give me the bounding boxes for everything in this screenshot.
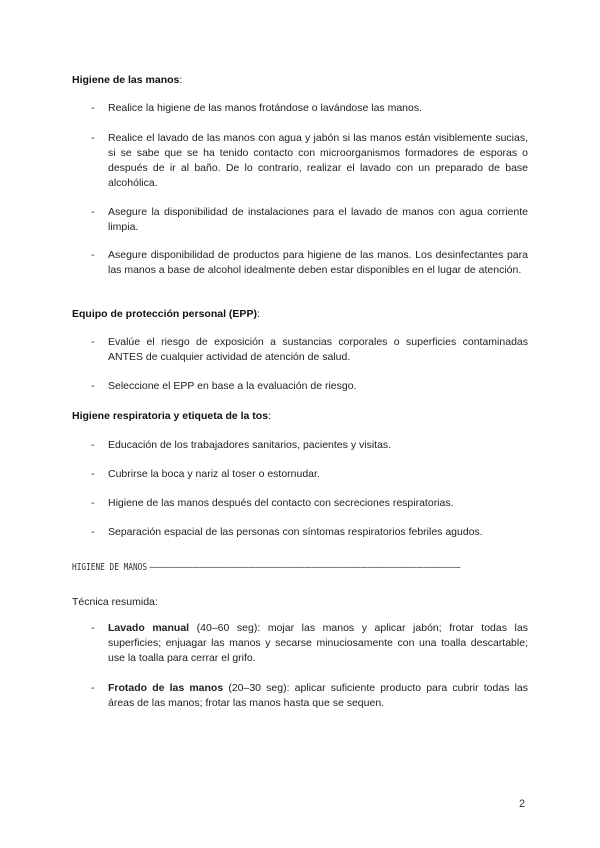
technique-intro: Técnica resumida: [72, 596, 158, 608]
list-item: - Realice el lavado de las manos con agua y jabón si las manos están visiblemente sucias, si se sabe que se ha tenido contacto con microorganismos formadores de esporas o después de ir al baño. De lo contrario, realizar el lavado con un preparado de base alcohólica. [91, 132, 528, 189]
page-number: 2 [519, 798, 526, 810]
list-item: - Higiene de las manos después del contacto con secreciones respiratorias. [91, 497, 454, 509]
list-item: - Realice la higiene de las manos frotándose o lavándose las manos. [91, 102, 423, 114]
section-rule: –––––––––––––––––––––––––––––––––––––––––––––––––– [149, 561, 461, 573]
section-title-handwashing: HIGIENE DE MANOS [72, 561, 148, 573]
section-divider [72, 560, 532, 574]
list-item: - Cubrirse la boca y nariz al toser o estornudar. [91, 468, 320, 480]
list-item: - Separación espacial de las personas con síntomas respiratorios febriles agudos. [91, 526, 483, 538]
technique-item: - Frotado de las manos (20–30 seg): aplicar suficiente producto para cubrir todas las áreas de las manos; frotar las manos hasta que se sequen. [91, 682, 528, 709]
technique-item: - Lavado manual (40–60 seg): mojar las manos y aplicar jabón; frotar todas las superficies; enjuagar las manos y secarse minuciosamente con una toalla descartable; use la toalla para cerrar el grifo. [91, 622, 528, 664]
technique-name: Frotado de las manos [108, 682, 224, 694]
list-item: - Seleccione el EPP en base a la evaluación de riesgo. [91, 380, 357, 392]
technique-name: Lavado manual [108, 622, 190, 634]
section-heading-hand-hygiene: Higiene de las manos: [72, 74, 183, 86]
section-heading-ppe: Equipo de protección personal (EPP): [72, 308, 260, 320]
list-item: - Asegure la disponibilidad de instalaciones para el lavado de manos con agua corriente limpia. [91, 206, 528, 233]
list-item: - Educación de los trabajadores sanitarios, pacientes y visitas. [91, 439, 392, 451]
section-heading-respiratory: Higiene respiratoria y etiqueta de la tos: [72, 410, 271, 422]
list-item: - Asegure disponibilidad de productos para higiene de las manos. Los desinfectantes para las manos a base de alcohol idealmente deben estar disponibles en el lugar de atención. [91, 249, 528, 276]
list-item: - Evalúe el riesgo de exposición a sustancias corporales o superficies contaminadas ANTES de cualquier actividad de atención de salud. [91, 336, 528, 363]
